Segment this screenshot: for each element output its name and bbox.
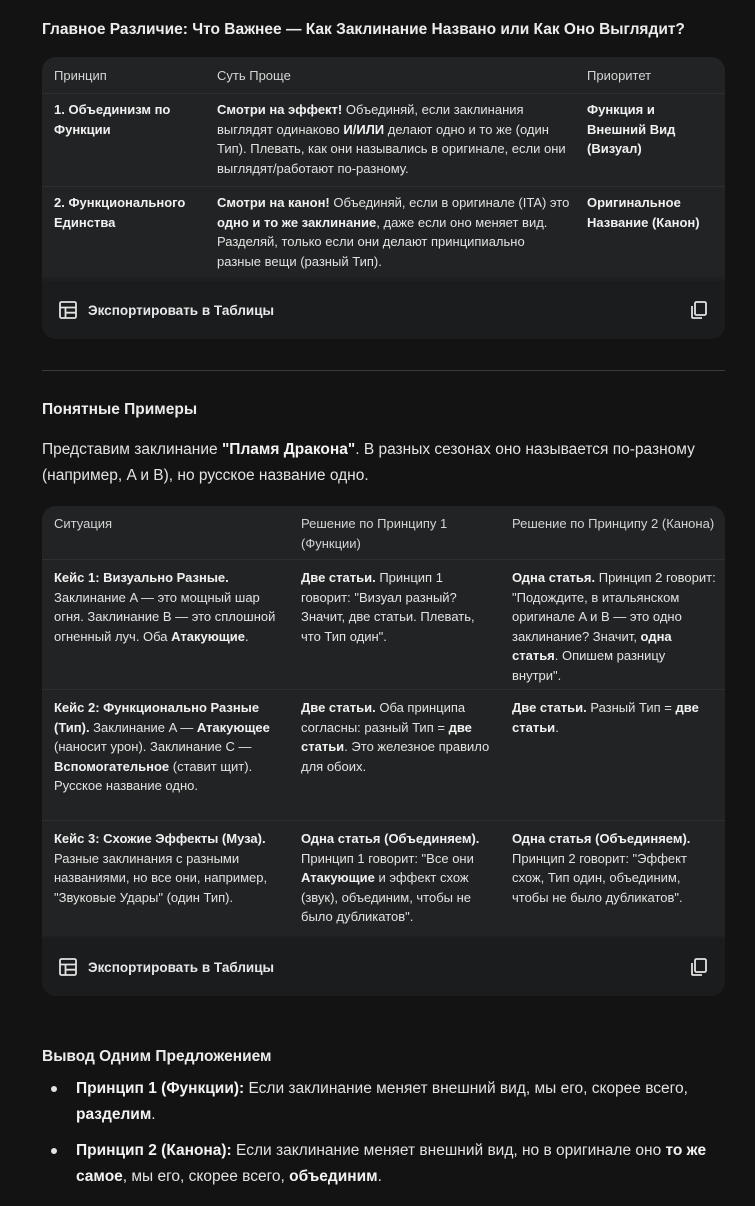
text: . Это железное правило для обоих. (301, 739, 490, 774)
table-cell-priority: Функция и Внешний Вид (Визуал) (587, 102, 676, 156)
table-icon (58, 957, 78, 977)
column-header: Принцип (54, 68, 107, 83)
bold-text: две статьи (301, 719, 472, 754)
table-cell-principle-1 (301, 698, 491, 776)
text: Заклинание A — это мощный шар огня. Заклинание B — это сплошной огненный луч. Оба (54, 589, 276, 644)
row-divider (42, 820, 725, 821)
table-cell-principle: 2. Функционального Единства (54, 195, 186, 230)
text: Принцип 1 говорит: "Визуал разный? Значит, две статьи. Плевать, что Тип один". (301, 570, 475, 644)
table-cell-essence (217, 100, 572, 178)
text: Принцип 2 говорит: "Эффект схож, Тип один, объединим, чтобы не было дубликатов". (512, 850, 687, 905)
text: Принцип 2 говорит: "Подождите, в итальянском оригинале A и B — это одно заклинание? Значит, (512, 570, 716, 644)
bold-text: Одна статья (Объединяем). (301, 831, 480, 846)
bold-text: Атакующие (301, 870, 375, 885)
table-cell-priority: Оригинальное Название (Канон) (587, 195, 700, 230)
section-title-conclusion: Вывод Одним Предложением (42, 1048, 272, 1065)
table-cell-principle-1 (301, 829, 491, 927)
examples-table (42, 506, 725, 936)
text: . Опишем разницу внутри". (512, 648, 666, 683)
section-divider (42, 370, 725, 371)
table-cell-principle-2 (512, 698, 717, 737)
principles-table (42, 57, 725, 277)
export-bar (42, 281, 725, 339)
row-divider (42, 689, 725, 690)
examples-table-card (42, 506, 725, 996)
copy-icon[interactable] (689, 957, 709, 977)
text: Если заклинание меняет внешний вид, но в оригинале оно (231, 1142, 666, 1159)
text: Заклинание A — (89, 719, 197, 735)
text: , даже если оно меняет вид. Разделяй, только если они делают принципиально разные вещи (разный Тип). (217, 214, 548, 269)
table-cell-situation (54, 698, 279, 796)
text: . (151, 1106, 156, 1123)
bullet-dot (51, 1086, 57, 1092)
bold-text: Смотри на канон! (217, 195, 330, 210)
copy-icon[interactable] (689, 300, 709, 320)
text: Разный Тип = (586, 700, 676, 715)
row-divider (42, 93, 725, 94)
column-header: Ситуация (54, 516, 113, 531)
text: делают одно и то же (один Тип). Плевать, как они назывались в оригинале, если они выглядят/работают по-разному. (217, 121, 566, 176)
list-item (76, 1138, 736, 1190)
export-to-sheets-button[interactable] (58, 298, 274, 322)
table-icon (58, 300, 78, 320)
bold-text: две статьи (512, 700, 699, 735)
table-cell-principle-2 (512, 829, 717, 907)
principles-table-card (42, 57, 725, 339)
text: Разные заклинания с разными названиями, но все они, например, "Звуковые Удары" (один Тип). (54, 850, 268, 905)
bold-text: то же самое (76, 1142, 707, 1185)
bold-text: объединим (289, 1168, 378, 1185)
bold-text: Принцип 2 (Канона): (76, 1142, 232, 1159)
text: Оба принципа согласны: разный Тип = (301, 700, 466, 735)
text: . (244, 628, 249, 644)
text: (ставит щит). Русское название одно. (54, 758, 253, 793)
bold-text: И/ИЛИ (343, 121, 385, 137)
text: и эффект схож (звук), объединим, чтобы не было дубликатов". (301, 870, 472, 924)
table-cell-situation (54, 829, 279, 907)
text: Объединяй, если заклинания выглядят одинаково (217, 102, 524, 137)
bold-text: Кейс 1: Визуально Разные. (54, 570, 229, 585)
column-header: Решение по Принципу 1 (Функции) (301, 516, 448, 551)
section-title-main-difference: Главное Различие: Что Важнее — Как Заклинание Названо или Как Оно Выглядит? (42, 21, 685, 38)
table-cell-principle-1 (301, 568, 491, 646)
column-header: Приоритет (587, 68, 652, 83)
text: . В разных сезонах оно называется по-разному (например, A и B), но русское название одно. (42, 441, 695, 484)
bold-text: Две статьи. (512, 700, 587, 715)
bold-text: Кейс 3: Схожие Эффекты (Муза). (54, 831, 266, 846)
bold-text: Принцип 1 (Функции): (76, 1080, 245, 1097)
export-bar (42, 938, 725, 996)
text: Принцип 1 говорит: "Все они (301, 850, 474, 866)
text: . (377, 1168, 382, 1185)
bold-text: "Пламя Дракона" (221, 441, 356, 458)
bold-text: Одна статья. (512, 570, 596, 585)
text: Объединяй, если в оригинале (ITA) это (329, 195, 570, 210)
table-cell-situation (54, 568, 279, 646)
text: Если заклинание меняет внешний вид, мы его, скорее всего, (244, 1080, 688, 1097)
bold-text: разделим (76, 1106, 152, 1123)
text: Представим заклинание (42, 441, 222, 458)
list-item (76, 1076, 736, 1128)
table-cell-essence (217, 193, 572, 271)
bold-text: одна статья (512, 628, 672, 663)
bold-text: Вспомогательное (54, 758, 170, 774)
column-header: Суть Проще (217, 68, 291, 83)
bold-text: Две статьи. (301, 570, 376, 585)
bold-text: Кейс 2: Функционально Разные (Тип). (54, 700, 260, 735)
export-label: Экспортировать в Таблицы (88, 959, 275, 975)
section-title-examples: Понятные Примеры (42, 401, 198, 418)
bold-text: Атакующее (196, 719, 270, 735)
text: (наносит урон). Заклинание C — (54, 739, 252, 754)
export-label: Экспортировать в Таблицы (88, 302, 275, 318)
row-divider (42, 186, 725, 187)
bold-text: Атакующие (171, 628, 245, 644)
text: , мы его, скорее всего, (122, 1168, 290, 1185)
bold-text: Смотри на эффект! (217, 102, 343, 117)
bold-text: одно и то же заклинание (217, 214, 377, 230)
bullet-dot (51, 1148, 57, 1154)
bold-text: Одна статья (Объединяем). (512, 831, 691, 846)
table-cell-principle: 1. Объединизм по Функции (54, 102, 171, 137)
examples-intro-paragraph (42, 437, 732, 489)
text: . (555, 719, 559, 735)
export-to-sheets-button[interactable] (58, 955, 274, 979)
column-header: Решение по Принципу 2 (Канона) (512, 516, 715, 531)
table-cell-principle-2 (512, 568, 717, 685)
bold-text: Две статьи. (301, 700, 376, 715)
row-divider (42, 559, 725, 560)
